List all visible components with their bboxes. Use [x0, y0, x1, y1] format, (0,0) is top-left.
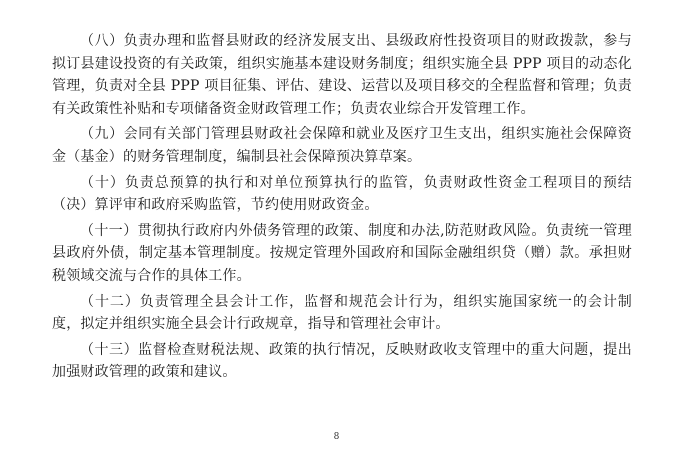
paragraph-item-13: （十三）监督检查财税法规、政策的执行情况，反映财政收支管理中的重大问题，提出加强财政管理的政策和建议。 — [52, 341, 632, 381]
paragraph-item-12: （十二）负责管理全县会计工作，监督和规范会计行为，组织实施国家统一的会计制度，拟定并组织实施全县会计行政规章，指导和管理社会审计。 — [52, 293, 632, 333]
paragraph-item-11: （十一）贯彻执行政府内外债务管理的政策、制度和办法,防范财政风险。负责统一管理县政府外债，制定基本管理制度。按规定管理外国政府和国际金融组织贷（赠）款。承担财税领域交流与合作的具体工作。 — [52, 222, 632, 284]
page-number: 8 — [333, 432, 340, 442]
paragraph-item-8: （八）负责办理和监督县财政的经济发展支出、县级政府性投资项目的财政拨款，参与拟订县建设投资的有关政策，组织实施基本建设财务制度；组织实施全县 PPP 项目的动态化管理，负责对全县 PPP 项目征集、评估、建设、运营以及项目移交的全程监督和管理；负责有关政策性补贴和专项储备资金财政管理工作；负责农业综合开发管理工作。 — [52, 33, 632, 117]
paragraph-item-10: （十）负责总预算的执行和对单位预算执行的监管，负责财政性资金工程项目的预结（决）算评审和政府采购监管，节约使用财政资金。 — [52, 174, 632, 214]
paragraph-item-9: （九）会同有关部门管理县财政社会保障和就业及医疗卫生支出，组织实施社会保障资金（基金）的财务管理制度，编制县社会保障预决算草案。 — [52, 126, 632, 165]
document-body — [52, 30, 632, 387]
